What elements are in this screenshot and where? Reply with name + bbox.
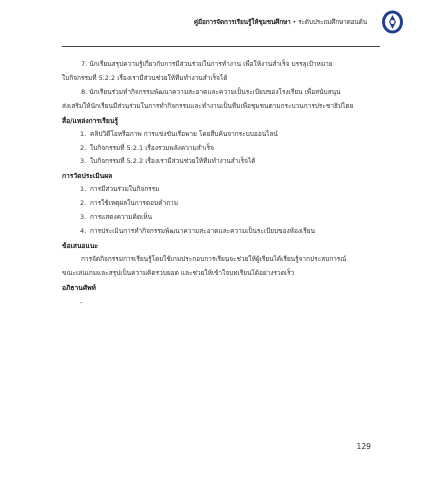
assessment-item-number: 3. bbox=[80, 213, 87, 222]
paragraph-step-8-line-1: 8. นักเรียนร่วมทำกิจกรรมพัฒนาความสะอาดและความเป็นระเบียบของโรงเรียน เพื่อสนับสนุน bbox=[81, 87, 341, 96]
paragraph-step-8-line-2: ส่งเสริมให้นักเรียนมีส่วนร่วมในการทำกิจกรรมและทำงานเป็นทีมเพื่อชุมชนตามกระบวนการประชาธิปไตย bbox=[62, 101, 354, 110]
suggestion-line-2: ขณะเล่นเกมและสรุปเป็นความคิดรวบยอด และช่วยให้เข้าใจบทเรียนได้อย่างรวดเร็ว bbox=[62, 268, 295, 277]
assessment-item bbox=[62, 183, 380, 197]
media-list bbox=[62, 128, 380, 170]
page-header bbox=[0, 0, 427, 48]
assessment-item-text: การแสดงความคิดเห็น bbox=[90, 213, 153, 222]
assessment-item-text: การใช้เหตุผลในการตอบคำถาม bbox=[90, 199, 178, 208]
glossary-value: - bbox=[80, 297, 83, 306]
assessment-heading: การวัดประเมินผล bbox=[62, 172, 113, 181]
suggestion-line-1: การจัดกิจกรรมการเรียนรู้โดยใช้เกมประกอบการเรียนจะช่วยให้ผู้เรียนได้เรียนรู้จากประสบการณ์ bbox=[81, 254, 347, 263]
media-item-number: 3. bbox=[80, 157, 87, 166]
paragraph-step-7-line-1: 7. นักเรียนสรุปความรู้เกี่ยวกับการมีส่วนร่วมในการทำงาน เพื่อให้งานสำเร็จ บรรลุเป้าหมาย bbox=[81, 60, 333, 68]
media-item bbox=[62, 142, 380, 156]
assessment-item-number: 1. bbox=[80, 185, 87, 194]
header-title-rest: • ระดับประถมศึกษาตอนต้น bbox=[290, 18, 367, 26]
header-title bbox=[194, 17, 367, 27]
assessment-list bbox=[62, 183, 380, 239]
institution-emblem-icon bbox=[381, 10, 404, 34]
glossary-heading: อภิธานศัพท์ bbox=[62, 283, 96, 292]
media-item-text: คลิปวิดีโอหรือภาพ การแข่งขันเรือพาย โดยสืบค้นจากระบบออนไลน์ bbox=[90, 129, 278, 138]
assessment-item bbox=[62, 197, 380, 211]
media-item bbox=[62, 155, 380, 169]
media-item-number: 2. bbox=[80, 143, 87, 152]
suggestion-heading: ข้อเสนอแนะ bbox=[62, 241, 99, 250]
media-item-number: 1. bbox=[80, 129, 87, 138]
media-item-text: ใบกิจกรรมที่ 5.2.1 เรื่องรวมพลังความสำเร็จ bbox=[90, 143, 214, 152]
page-content bbox=[62, 58, 380, 309]
paragraph-step-7-line-2: ใบกิจกรรมที่ 5.2.2 เรื่องเรามีส่วนช่วยให้ทีมทำงานสำเร็จได้ bbox=[62, 73, 228, 82]
assessment-item bbox=[62, 211, 380, 225]
assessment-item-number: 2. bbox=[80, 199, 87, 208]
media-item bbox=[62, 128, 380, 142]
assessment-item-number: 4. bbox=[80, 227, 87, 236]
media-item-text: ใบกิจกรรมที่ 5.2.2 เรื่องเรามีส่วนช่วยให้ทีมทำงานสำเร็จได้ bbox=[90, 157, 256, 166]
assessment-item bbox=[62, 225, 380, 239]
header-divider bbox=[62, 46, 380, 47]
header-title-bold: คู่มือการจัดการเรียนรู้ให้ชุมชนศึกษา bbox=[193, 18, 291, 26]
page-number: 129 bbox=[356, 442, 371, 451]
assessment-item-text: การประเมินการทำกิจกรรมพัฒนาความสะอาดและความเป็นระเบียบของห้องเรียน bbox=[90, 227, 316, 236]
media-heading: สื่อ/แหล่งการเรียนรู้ bbox=[62, 116, 118, 125]
assessment-item-text: การมีส่วนร่วมในกิจกรรม bbox=[90, 185, 160, 194]
